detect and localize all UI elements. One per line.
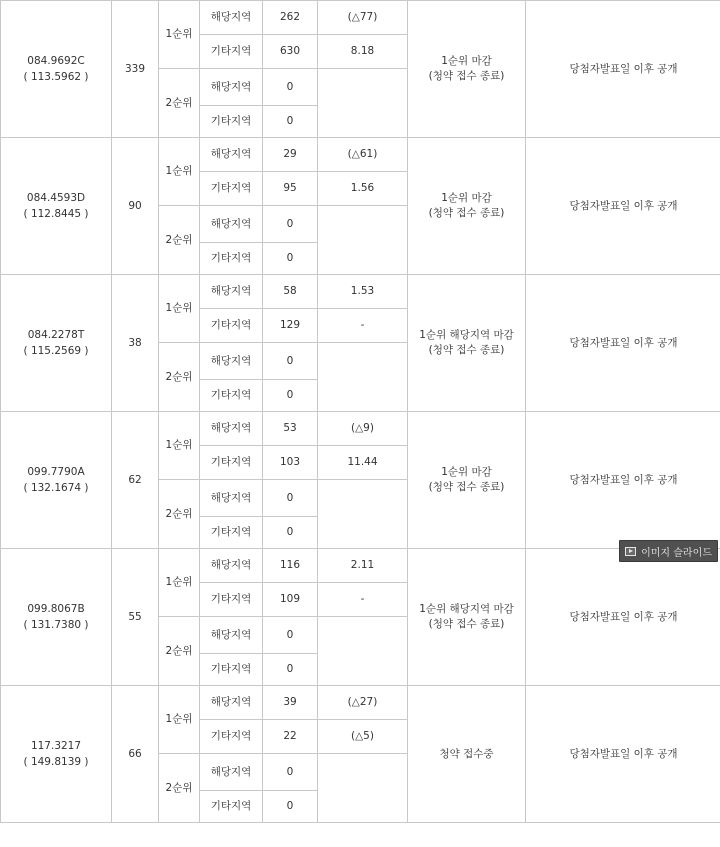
rank-label: 1순위 (159, 549, 200, 617)
applicant-count: 0 (263, 791, 318, 823)
rank-label: 2순위 (159, 206, 200, 275)
result-detail: (청약 접수 종료) (428, 481, 505, 493)
region-label: 기타지역 (200, 791, 263, 823)
applicant-count: 262 (263, 1, 318, 35)
region-label: 해당지역 (200, 686, 263, 720)
supply-area: ( 113.5962 ) (23, 71, 89, 83)
region-label: 기타지역 (200, 720, 263, 754)
region-label: 해당지역 (200, 69, 263, 106)
region-label: 기타지역 (200, 106, 263, 138)
supply-count: 90 (112, 138, 159, 275)
result-cell (408, 138, 526, 275)
applicant-count: 0 (263, 380, 318, 412)
result-status: 청약 접수중 (439, 747, 494, 760)
rank2-ratio-cell (318, 617, 408, 686)
rank2-ratio-cell (318, 343, 408, 412)
housing-type-cell (1, 412, 112, 549)
supply-count: 339 (112, 1, 159, 138)
result-cell (408, 549, 526, 686)
applicant-count: 0 (263, 69, 318, 106)
result-status: 1순위 마감 (441, 192, 492, 204)
region-label: 해당지역 (200, 1, 263, 35)
region-label: 기타지역 (200, 243, 263, 275)
rank-label: 1순위 (159, 275, 200, 343)
result-detail: (청약 접수 종료) (428, 70, 505, 82)
result-status: 1순위 해당지역 마감 (419, 329, 514, 341)
region-label: 기타지역 (200, 172, 263, 206)
competition-ratio: - (318, 309, 408, 343)
applicant-count: 630 (263, 35, 318, 69)
competition-ratio: (△61) (318, 138, 408, 172)
rank-label: 2순위 (159, 69, 200, 138)
housing-type: 084.4593D (26, 192, 86, 204)
applicant-count: 116 (263, 549, 318, 583)
competition-ratio: 1.56 (318, 172, 408, 206)
slideshow-icon (625, 547, 636, 556)
supply-area: ( 149.8139 ) (23, 756, 89, 768)
competition-ratio: (△9) (318, 412, 408, 446)
supply-area: ( 132.1674 ) (23, 482, 89, 494)
region-label: 기타지역 (200, 309, 263, 343)
region-label: 기타지역 (200, 517, 263, 549)
winner-score-note: 당첨자발표일 이후 공개 (526, 1, 720, 138)
applicant-count: 0 (263, 480, 318, 517)
region-label: 해당지역 (200, 275, 263, 309)
table-row (1, 1, 720, 35)
region-label: 기타지역 (200, 583, 263, 617)
region-label: 해당지역 (200, 617, 263, 654)
applicant-count: 0 (263, 654, 318, 686)
table-row (1, 686, 720, 720)
winner-score-note: 당첨자발표일 이후 공개 (526, 549, 720, 686)
competition-ratio: (△5) (318, 720, 408, 754)
competition-ratio: 1.53 (318, 275, 408, 309)
housing-type: 084.9692C (27, 55, 85, 67)
supply-count: 55 (112, 549, 159, 686)
rank-label: 2순위 (159, 480, 200, 549)
applicant-count: 0 (263, 517, 318, 549)
result-status: 1순위 해당지역 마감 (419, 603, 514, 615)
region-label: 해당지역 (200, 412, 263, 446)
applicant-count: 0 (263, 343, 318, 380)
region-label: 해당지역 (200, 206, 263, 243)
supply-area: ( 131.7380 ) (23, 619, 89, 631)
region-label: 해당지역 (200, 343, 263, 380)
supply-area: ( 115.2569 ) (23, 345, 89, 357)
winner-score-note: 당첨자발표일 이후 공개 (526, 275, 720, 412)
rank-label: 2순위 (159, 754, 200, 823)
result-status: 1순위 마감 (441, 55, 492, 67)
competition-ratio: 11.44 (318, 446, 408, 480)
rank-label: 1순위 (159, 138, 200, 206)
winner-score-note: 당첨자발표일 이후 공개 (526, 412, 720, 549)
applicant-count: 22 (263, 720, 318, 754)
applicant-count: 0 (263, 206, 318, 243)
region-label: 해당지역 (200, 754, 263, 791)
housing-type-cell (1, 549, 112, 686)
rank2-ratio-cell (318, 69, 408, 138)
winner-score-note: 당첨자발표일 이후 공개 (526, 138, 720, 275)
supply-count: 62 (112, 412, 159, 549)
result-cell (408, 412, 526, 549)
table-row (1, 275, 720, 309)
housing-type: 099.7790A (27, 466, 85, 478)
housing-type: 117.3217 (30, 740, 82, 752)
region-label: 해당지역 (200, 549, 263, 583)
applicant-count: 129 (263, 309, 318, 343)
applicant-count: 103 (263, 446, 318, 480)
region-label: 해당지역 (200, 480, 263, 517)
supply-count: 66 (112, 686, 159, 823)
image-slide-button-label: 이미지 슬라이드 (641, 547, 712, 559)
rank-label: 1순위 (159, 412, 200, 480)
applicant-count: 0 (263, 243, 318, 275)
applicant-count: 0 (263, 106, 318, 138)
result-cell (408, 1, 526, 138)
result-cell (408, 686, 526, 823)
competition-ratio: (△27) (318, 686, 408, 720)
supply-count: 38 (112, 275, 159, 412)
region-label: 기타지역 (200, 446, 263, 480)
result-detail: (청약 접수 종료) (428, 618, 505, 630)
rank-label: 1순위 (159, 686, 200, 754)
applicant-count: 39 (263, 686, 318, 720)
result-cell (408, 275, 526, 412)
result-status: 1순위 마감 (441, 466, 492, 478)
housing-type-cell (1, 1, 112, 138)
rank2-ratio-cell (318, 754, 408, 823)
applicant-count: 0 (263, 754, 318, 791)
housing-type-cell (1, 275, 112, 412)
housing-type: 099.8067B (27, 603, 85, 615)
table-row (1, 138, 720, 172)
applicant-count: 0 (263, 617, 318, 654)
table-row (1, 412, 720, 446)
competition-ratio: - (318, 583, 408, 617)
housing-type-cell (1, 138, 112, 275)
image-slide-button[interactable] (619, 540, 718, 562)
applicant-count: 109 (263, 583, 318, 617)
rank-label: 1순위 (159, 1, 200, 69)
applicant-count: 53 (263, 412, 318, 446)
table-row (1, 549, 720, 583)
region-label: 기타지역 (200, 654, 263, 686)
applicant-count: 58 (263, 275, 318, 309)
rank-label: 2순위 (159, 343, 200, 412)
rank2-ratio-cell (318, 480, 408, 549)
region-label: 해당지역 (200, 138, 263, 172)
region-label: 기타지역 (200, 35, 263, 69)
housing-type-cell (1, 686, 112, 823)
table-body (1, 1, 720, 823)
competition-ratio: 2.11 (318, 549, 408, 583)
result-detail: (청약 접수 종료) (428, 207, 505, 219)
applicant-count: 95 (263, 172, 318, 206)
applicant-count: 29 (263, 138, 318, 172)
region-label: 기타지역 (200, 380, 263, 412)
winner-score-note: 당첨자발표일 이후 공개 (526, 686, 720, 823)
competition-ratio: (△77) (318, 1, 408, 35)
supply-area: ( 112.8445 ) (23, 208, 89, 220)
competition-ratio: 8.18 (318, 35, 408, 69)
rank-label: 2순위 (159, 617, 200, 686)
result-detail: (청약 접수 종료) (428, 344, 505, 356)
housing-type: 084.2278T (27, 329, 85, 341)
rank2-ratio-cell (318, 206, 408, 275)
